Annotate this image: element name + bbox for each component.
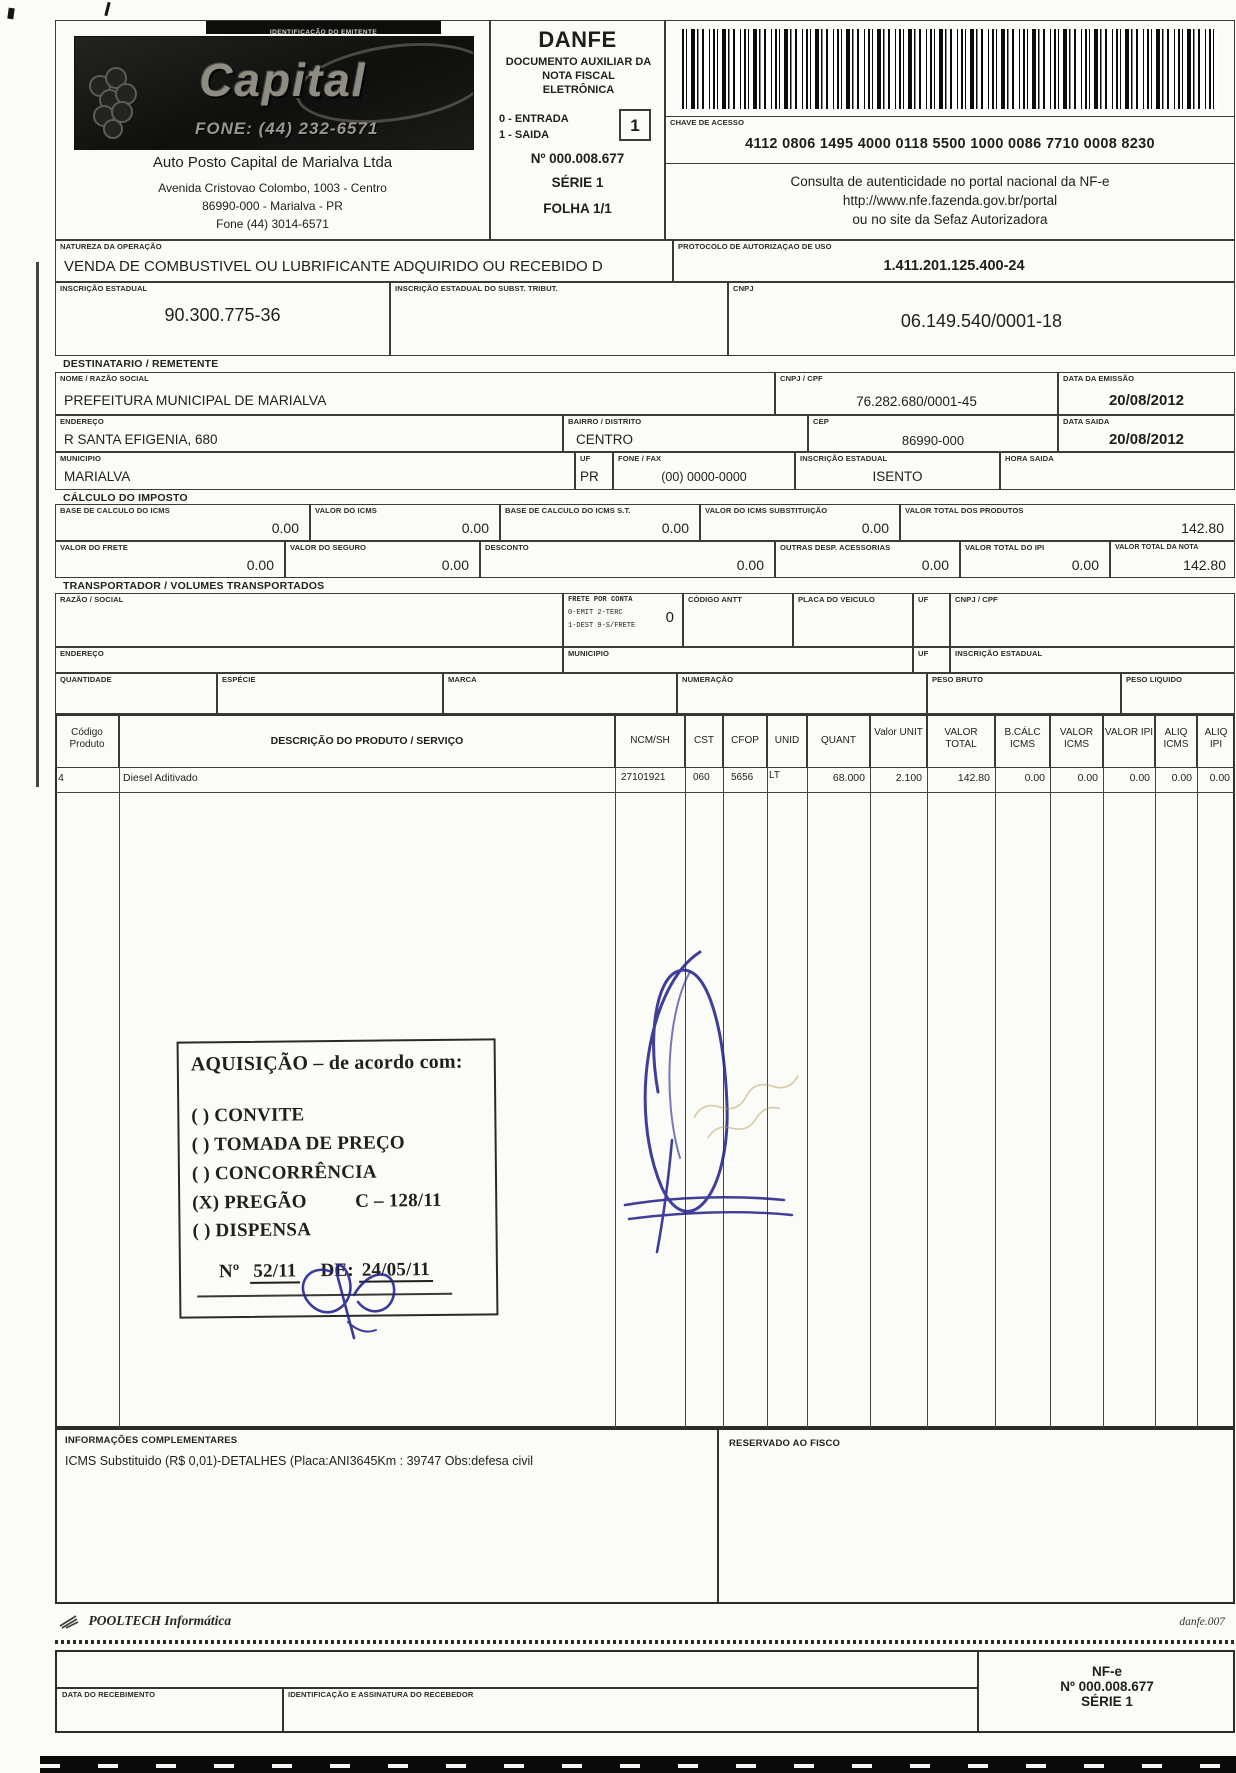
danfe-serie: SÉRIE 1 [551, 175, 604, 190]
col-ncm-header: NCM/SH [615, 714, 685, 768]
imposto-total-ipi-box [960, 541, 1110, 578]
dest-ie-value: ISENTO [872, 469, 923, 484]
danfe-subtitle: DOCUMENTO AUXILIAR DA NOTA FISCAL ELETRÔNICA [505, 56, 652, 96]
imposto-icms-subst-value: 0.00 [861, 520, 889, 536]
imposto-frete-value: 0.00 [246, 557, 274, 573]
imposto-bc-icms-label: BASE DE CALCULO DO ICMS [60, 505, 170, 515]
emitter-cnpj-box [728, 282, 1235, 356]
logo-phone: FONE: (44) 232-6571 [195, 119, 379, 138]
transp-cnpj-box [950, 593, 1235, 647]
danfe-folha: FOLHA 1/1 [543, 201, 612, 216]
col-unid-header: UNID [767, 714, 807, 768]
stub-nfe-title: NF-e [1092, 1664, 1122, 1679]
transp-endereco-label: ENDEREÇO [60, 648, 104, 658]
consulta-line-3: ou no site da Sefaz Autorizadora [852, 212, 1048, 227]
dest-emissao-label: DATA DA EMISSÃO [1063, 373, 1135, 383]
col-cfop-header: CFOP [723, 714, 767, 768]
transp-peso-liquido-label: PESO LIQUIDO [1126, 674, 1183, 684]
emitter-address-1: Avenida Cristovao Colombo, 1003 - Centro [158, 181, 387, 195]
transp-antt-box [683, 593, 793, 647]
item-cst: 060 [693, 772, 710, 783]
table-column-line [119, 768, 120, 1428]
stamp-signature-line [197, 1293, 452, 1298]
imposto-outras-label: OUTRAS DESP. ACESSORIAS [780, 542, 891, 552]
natureza-box [55, 240, 673, 282]
dest-emissao-value: 20/08/2012 [1108, 392, 1185, 409]
dest-ie-label: INSCRIÇÃO ESTADUAL [800, 453, 888, 463]
stamp-option-dispensa: ( ) DISPENSA [192, 1219, 312, 1242]
receipt-stub [55, 1650, 1235, 1733]
software-credit [58, 1612, 231, 1632]
emitter-ie-label: INSCRIÇÃO ESTADUAL [60, 283, 148, 293]
imposto-bc-icms-box [55, 504, 310, 541]
col-aipi-header: ALIQ IPI [1197, 714, 1235, 768]
imposto-outras-value: 0.00 [921, 557, 949, 573]
imposto-section-label: CÁLCULO DO IMPOSTO [63, 492, 188, 504]
stub-nfe-serie: SÉRIE 1 [1081, 1694, 1133, 1709]
imposto-seguro-value: 0.00 [441, 557, 469, 573]
transp-frete-label: FRETE POR CONTA [568, 595, 633, 604]
transp-razao-box [55, 593, 563, 647]
imposto-outras-box [775, 541, 960, 578]
danfe-entrada-label: 0 - ENTRADA [499, 113, 569, 125]
dest-ie-box [795, 452, 1000, 490]
imposto-bc-st-box [500, 504, 700, 541]
transportador-section-label: TRANSPORTADOR / VOLUMES TRANSPORTADOS [63, 580, 325, 592]
scan-bottom-band [40, 1756, 1236, 1773]
stub-data-recebimento-label: DATA DO RECEBIMENTO [62, 1690, 156, 1699]
imposto-bc-st-label: BASE DE CALCULO DO ICMS S.T. [505, 505, 631, 515]
item-vipi: 0.00 [1129, 772, 1150, 784]
emitter-ie-value: 90.300.775-36 [164, 305, 281, 325]
dest-cnpj-value: 76.282.680/0001-45 [856, 394, 977, 409]
natureza-label: NATUREZA DA OPERAÇÃO [60, 241, 162, 251]
item-aipi: 0.00 [1209, 772, 1230, 784]
dest-saida-value: 20/08/2012 [1108, 431, 1185, 448]
dest-cnpj-box [775, 372, 1058, 415]
transp-especie-label: ESPÉCIE [222, 674, 256, 684]
dest-municipio-label: MUNICIPIO [60, 453, 101, 463]
col-vunit-header: Valor UNIT [870, 714, 927, 768]
transp-municipio-label: MUNICIPIO [568, 648, 609, 658]
dest-bairro-box [563, 415, 808, 452]
imposto-v-icms-value: 0.00 [461, 520, 489, 536]
dest-fone-label: FONE / FAX [618, 453, 662, 463]
col-vipi-header: VALOR IPI [1103, 714, 1155, 768]
imposto-frete-label: VALOR DO FRETE [60, 542, 128, 552]
col-descricao-header: DESCRIÇÃO DO PRODUTO / SERVIÇO [119, 714, 615, 768]
dest-fone-value: (00) 0000-0000 [661, 470, 747, 484]
dest-cep-box [808, 415, 1058, 452]
reservado-fisco-label: RESERVADO AO FISCO [729, 1438, 841, 1449]
imposto-desconto-value: 0.00 [736, 557, 764, 573]
imposto-v-icms-label: VALOR DO ICMS [315, 505, 377, 515]
dest-endereco-box [55, 415, 563, 452]
imposto-seguro-label: VALOR DO SEGURO [290, 542, 367, 552]
transp-quantidade-label: QUANTIDADE [60, 674, 112, 684]
product-row [55, 768, 1235, 793]
imposto-desconto-box [480, 541, 775, 578]
info-text: ICMS Substituido (R$ 0,01)-DETALHES (Placa:ANI3645Km : 39747 Obs:defesa civil [65, 1454, 534, 1468]
item-aicms: 0.00 [1171, 772, 1192, 784]
transp-peso-liquido-box [1121, 673, 1235, 714]
info-complementares-box [55, 1428, 1235, 1604]
emitter-cnpj-value: 06.149.540/0001-18 [900, 311, 1063, 331]
natureza-value: VENDA DE COMBUSTIVEL OU LUBRIFICANTE ADQUIRIDO OU RECEBIDO D [64, 258, 603, 275]
item-descricao: Diesel Aditivado [123, 772, 198, 784]
dest-cep-value: 86990-000 [901, 433, 965, 448]
dest-nome-label: NOME / RAZÃO SOCIAL [60, 373, 149, 383]
stub-nfe-panel [979, 1652, 1235, 1731]
aquisicao-stamp [177, 1038, 499, 1318]
emitter-name: Auto Posto Capital de Marialva Ltda [152, 154, 393, 171]
transp-marca-label: MARCA [448, 674, 477, 684]
transp-peso-bruto-label: PESO BRUTO [932, 674, 984, 684]
emitter-ie-subst-box [390, 282, 728, 356]
imposto-total-produtos-value: 142.80 [1181, 520, 1224, 536]
transp-razao-label: RAZÃO / SOCIAL [60, 594, 124, 604]
barcode [682, 29, 1218, 109]
transp-especie-box [217, 673, 443, 714]
transp-numeracao-box [677, 673, 927, 714]
scan-artifact-mark [104, 2, 110, 16]
transp-uf2-box [913, 647, 950, 673]
col-cst-header: CST [685, 714, 723, 768]
transp-antt-label: CÓDIGO ANTT [688, 594, 742, 604]
emitter-ie-box [55, 282, 390, 356]
transp-ie-label: INSCRIÇÃO ESTADUAL [955, 648, 1043, 658]
stamp-title: AQUISIÇÃO – de acordo com: [190, 1050, 463, 1076]
danfe-title: DANFE [538, 27, 617, 52]
dest-fone-box [613, 452, 795, 490]
col-vicms-header: VALOR ICMS [1050, 714, 1103, 768]
dest-endereco-label: ENDEREÇO [60, 416, 104, 426]
dest-cep-label: CEP [813, 416, 829, 426]
imposto-desconto-label: DESCONTO [485, 542, 529, 552]
imposto-icms-subst-box [700, 504, 900, 541]
emitter-logo [74, 36, 474, 150]
cut-line [55, 1640, 1235, 1644]
col-bcalc-header: B.CÁLC ICMS [995, 714, 1050, 768]
dest-municipio-value: MARIALVA [64, 469, 131, 484]
transp-peso-bruto-box [927, 673, 1121, 714]
dest-uf-value: PR [580, 469, 599, 484]
access-key-label: CHAVE DE ACESSO [670, 117, 745, 127]
imposto-total-produtos-label: VALOR TOTAL DOS PRODUTOS [905, 505, 1024, 515]
imposto-total-produtos-box [900, 504, 1235, 541]
danfe-saida-label: 1 - SAIDA [499, 129, 550, 141]
imposto-total-nota-value: 142.80 [1183, 557, 1226, 573]
item-vtotal: 142.80 [957, 772, 990, 784]
stamp-number-line: Nº 52/11 DE: 24/05/11 [219, 1259, 433, 1283]
imposto-total-nota-label: VALOR TOTAL DA NOTA [1115, 543, 1199, 551]
protocolo-box [673, 240, 1235, 282]
dest-hora-box [1000, 452, 1235, 490]
stub-assinatura-label: IDENTIFICAÇÃO E ASSINATURA DO RECEBEDOR [288, 1690, 474, 1699]
item-vicms: 0.00 [1077, 772, 1098, 784]
dest-nome-value: PREFEITURA MUNICIPAL DE MARIALVA [64, 392, 327, 408]
imposto-bc-st-value: 0.00 [661, 520, 689, 536]
imposto-total-nota-box [1110, 541, 1235, 578]
emitter-address-2: 86990-000 - Marialva - PR [202, 199, 343, 213]
imposto-v-icms-box [310, 504, 500, 541]
dest-uf-box [575, 452, 613, 490]
dest-municipio-box [55, 452, 575, 490]
transp-uf-box [913, 593, 950, 647]
dest-nome-box [55, 372, 775, 415]
scan-artifact-edge-line [36, 262, 39, 787]
stamp-data: 24/05/11 [359, 1259, 433, 1283]
dest-endereco-value: R SANTA EFIGENIA, 680 [64, 432, 218, 447]
col-codigo-header: Código Produto [55, 714, 119, 768]
stamp-option-convite: ( ) CONVITE [191, 1104, 305, 1127]
item-vunit: 2.100 [895, 772, 922, 784]
stub-nfe-numero: Nº 000.008.677 [1060, 1679, 1154, 1694]
consulta-line-1: Consulta de autenticidade no portal nacional da NF-e [790, 174, 1110, 189]
stamp-pregao-ref: C – 128/11 [355, 1189, 442, 1212]
item-cfop: 5656 [731, 772, 754, 783]
imposto-total-ipi-label: VALOR TOTAL DO IPI [965, 542, 1045, 552]
emitter-id-label: IDENTIFICAÇÃO DO EMITENTE [269, 29, 378, 36]
consulta-line-2: http://www.nfe.fazenda.gov.br/portal [842, 193, 1058, 208]
transp-placa-label: PLACA DO VEICULO [798, 594, 875, 604]
scan-artifact-dot [7, 8, 14, 20]
transp-uf2-label: UF [918, 648, 929, 658]
dest-saida-label: DATA SAIDA [1063, 416, 1110, 426]
access-key-strip [666, 116, 1234, 164]
dest-bairro-label: BAIRRO / DISTRITO [568, 416, 642, 426]
danfe-tipo-value: 1 [630, 116, 640, 135]
emitter-id-strip [206, 21, 441, 34]
transp-frete-conta-box [563, 593, 683, 647]
protocolo-value: 1.411.201.125.400-24 [883, 258, 1025, 274]
emitter-ie-subst-label: INSCRIÇÃO ESTADUAL DO SUBST. TRIBUT. [395, 283, 558, 293]
col-aicms-header: ALIQ ICMS [1155, 714, 1197, 768]
transp-marca-box [443, 673, 677, 714]
dest-bairro-value: CENTRO [576, 432, 633, 447]
protocolo-label: PROTOCOLO DE AUTORIZAÇAO DE USO [678, 241, 832, 251]
transp-frete-line2: 1-DEST 9-S/FRETE [568, 622, 636, 630]
item-quant: 68.000 [832, 772, 865, 784]
access-key-value: 4112 0806 1495 4000 0118 5500 1000 0086 7710 0008 8230 [745, 136, 1155, 152]
imposto-seguro-box [285, 541, 480, 578]
danfe-ref: danfe.007 [1179, 1616, 1225, 1628]
transp-frete-line1: 0-EMIT 2-TERC [568, 609, 623, 617]
item-bcalc: 0.00 [1024, 772, 1045, 784]
danfe-box [490, 20, 665, 240]
stamp-option-tomada: ( ) TOMADA DE PREÇO [191, 1132, 405, 1156]
danfe-numero: Nº 000.008.677 [530, 151, 625, 166]
transp-uf-label: UF [918, 594, 929, 604]
col-vtotal-header: VALOR TOTAL [927, 714, 995, 768]
transp-placa-box [793, 593, 913, 647]
dest-saida-box [1058, 415, 1235, 452]
emitter-cnpj-label: CNPJ [733, 283, 754, 293]
transp-municipio-box [563, 647, 913, 673]
software-name: POOLTECH Informática [88, 1613, 232, 1628]
dest-cnpj-label: CNPJ / CPF [780, 373, 823, 383]
transp-frete-value: 0 [665, 609, 674, 626]
item-unid: LT [769, 770, 780, 781]
destinatario-section-label: DESTINATARIO / REMETENTE [63, 358, 219, 370]
stamp-option-pregao: (X) PREGÃO [192, 1191, 307, 1214]
imposto-frete-box [55, 541, 285, 578]
danfe-tipo-box [619, 109, 651, 141]
transp-numeracao-label: NUMERAÇÃO [682, 674, 734, 684]
item-ncm: 27101921 [621, 772, 666, 783]
transp-endereco-box [55, 647, 563, 673]
dest-emissao-box [1058, 372, 1235, 415]
stamp-option-concorrencia: ( ) CONCORRÊNCIA [191, 1161, 377, 1185]
transp-ie-box [950, 647, 1235, 673]
imposto-icms-subst-label: VALOR DO ICMS SUBSTITUIÇÃO [705, 505, 828, 515]
emitter-address-3: Fone (44) 3014-6571 [216, 217, 329, 231]
imposto-bc-icms-value: 0.00 [271, 520, 299, 536]
transp-quantidade-box [55, 673, 217, 714]
item-codigo: 4 [58, 772, 64, 784]
stamp-numero: 52/11 [250, 1260, 299, 1284]
imposto-total-ipi-value: 0.00 [1071, 557, 1099, 573]
col-quant-header: QUANT [807, 714, 870, 768]
access-key-box [665, 20, 1235, 240]
pooltech-logo-icon [58, 1613, 80, 1629]
emitter-box [55, 20, 490, 240]
dest-hora-label: HORA SAIDA [1005, 453, 1054, 463]
logo-wordmark: Capital [199, 54, 367, 106]
transp-cnpj-label: CNPJ / CPF [955, 594, 998, 604]
info-label: INFORMAÇÕES COMPLEMENTARES [65, 1435, 238, 1446]
dest-uf-label: UF [580, 453, 591, 463]
